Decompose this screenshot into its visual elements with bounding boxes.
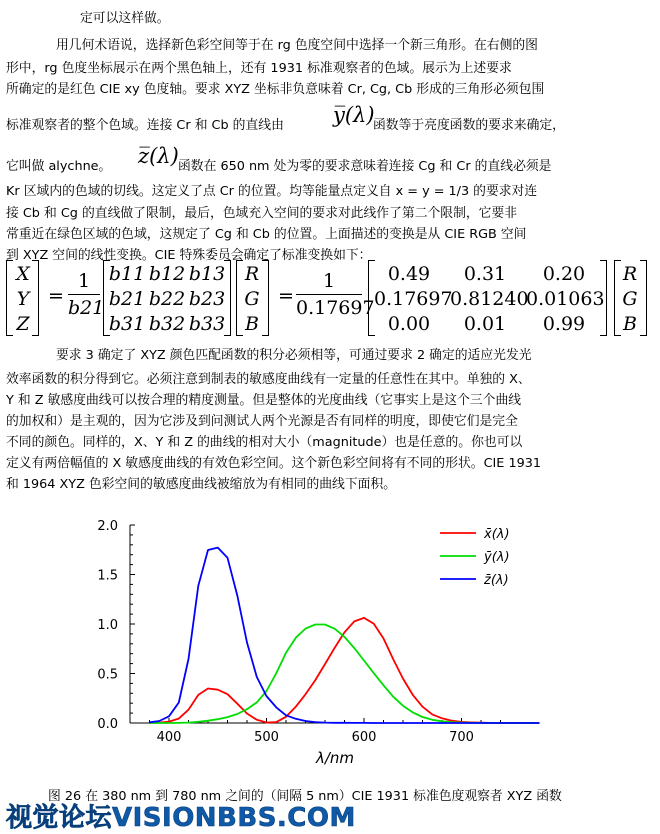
legend-label-1: ȳ(λ) bbox=[484, 550, 510, 565]
x-tick-label: 700 bbox=[449, 730, 474, 745]
fraction-1-over-b21: 1 b21 bbox=[68, 270, 105, 319]
rgb-vector: R G B bbox=[244, 263, 260, 335]
text-line: Kr 区域内的色域的切线。这定义了点 Cr 的位置。均等能量点定义自 x = y = 1/3 的要求对连 bbox=[6, 184, 538, 199]
bracket bbox=[640, 260, 647, 336]
xyz-vector: X Y Z bbox=[16, 263, 30, 335]
equals-sign: = bbox=[48, 285, 64, 307]
equals-sign: = bbox=[278, 285, 294, 307]
bracket bbox=[224, 260, 231, 336]
text-line: 用几何术语说，选择新色彩空间等于在 rg 色度空间中选择一个新三角形。在右侧的图 bbox=[56, 38, 538, 53]
series-line-0 bbox=[150, 618, 540, 723]
text-line: 定可以这样做。 bbox=[80, 11, 170, 26]
y-tick-label: 0.5 bbox=[97, 667, 118, 683]
y-tick-label: 2.0 bbox=[97, 519, 118, 534]
x-tick-label: 500 bbox=[254, 730, 279, 745]
text-fragment: 它叫做 alychne。 bbox=[6, 159, 112, 174]
bracket bbox=[262, 260, 269, 336]
text-line: 形中，rg 色度坐标展示在两个黑色轴上，还有 1931 标准观察者的色域。展示为上述要求 bbox=[6, 61, 512, 76]
text-line: 和 1964 XYZ 色彩空间的敏感度曲线被缩放为有相同的曲线下面积。 bbox=[6, 477, 397, 492]
y-tick-label: 1.5 bbox=[97, 568, 118, 584]
series-line-2 bbox=[150, 548, 540, 723]
watermark-logo: 视觉论坛VISIONBBS.COM bbox=[6, 803, 356, 833]
bracket bbox=[600, 260, 607, 336]
x-tick-label: 400 bbox=[156, 730, 182, 745]
text-line: 要求 3 确定了 XYZ 颜色匹配函数的积分必须相等，可通过要求 2 确定的适应光发光 bbox=[56, 348, 532, 363]
bracket bbox=[32, 260, 39, 336]
transform-equation: X Y Z = 1 b21 b11 b21 b31 b12 b22 b32 b13 b23 b33 R G B = 1 0.17697 0.49 0.17697 0.00 0.31 0.81240 0.01 0.20 0.01063 0.99 R G B bbox=[0, 260, 660, 340]
x-axis-label: λ/nm bbox=[315, 749, 355, 767]
text-line: 到 XYZ 空间的线性变换。CIE 特殊委员会确定了标准变换如下： bbox=[6, 248, 372, 263]
text-line: 接 Cb 和 Cg 的直线做了限制，最后，色域充入空间的要求对此线作了第二个限制，它要非 bbox=[6, 206, 518, 221]
text-fragment: 函数等于亮度函数的要求来确定， bbox=[373, 118, 565, 133]
z-bar-lambda-symbol: z̅(λ) bbox=[138, 144, 179, 168]
y-tick-label: 1.0 bbox=[97, 618, 118, 633]
fraction-1-over-017697: 1 0.17697 bbox=[296, 270, 375, 319]
b21-denominator: b21 bbox=[68, 297, 105, 319]
x-tick-label: 600 bbox=[351, 730, 377, 745]
text-line: Y 和 Z 敏感度曲线可以按合理的精度测量。但是整体的光度曲线（它事实上是这个三个曲线 bbox=[6, 393, 522, 408]
text-line: 的加权和）是主观的，因为它涉及到问测试人两个光源是否有同样的明度，即使它们是完全 bbox=[6, 414, 518, 429]
legend-label-0: x̄(λ) bbox=[484, 527, 510, 542]
text-line: 定义有两倍幅值的 X 敏感度曲线的有效色彩空间。这个新色彩空间将有不同的形状。CIE 1931 bbox=[6, 456, 542, 471]
text-line: 常重近在绿色区域的色域，这规定了 Cg 和 Cb 的位置。上面描述的变换是从 CIE RGB 空间 bbox=[6, 227, 527, 242]
rgb-vector: R G B bbox=[622, 263, 638, 335]
series-line-1 bbox=[150, 625, 540, 724]
text-line: 所确定的是红色 CIE xy 色度轴。要求 XYZ 坐标非负意味着 Cr, Cg, Cb 形成的三角形必须包围 bbox=[6, 82, 545, 97]
text-line bbox=[6, 114, 284, 133]
text-line: 不同的颜色。同样的，X、Y 和 Z 的曲线的相对大小（magnitude）也是任意的。你也可以 bbox=[6, 435, 523, 450]
legend-label-2: z̄(λ) bbox=[484, 573, 509, 588]
y-bar-lambda-symbol: y̅(λ) bbox=[333, 103, 375, 127]
figure-caption: 图 26 在 380 nm 到 780 nm 之间的（间隔 5 nm）CIE 1931 标准色度观察者 XYZ 函数 bbox=[48, 789, 562, 804]
text-fragment: 函数在 650 nm 处为零的要求意味着连接 Cg 和 Cr 的直线必须是 bbox=[178, 159, 552, 174]
y-tick-label: 0.0 bbox=[97, 717, 118, 732]
text-fragment: 标准观察者的整个色域。连接 Cr 和 Cb 的直线由 bbox=[6, 118, 284, 133]
cmf-chart bbox=[0, 505, 660, 770]
text-line: 效率函数的积分得到它。必须注意到制表的敏感度曲线有一定量的任意性在其中。单独的 X、 bbox=[6, 372, 531, 387]
